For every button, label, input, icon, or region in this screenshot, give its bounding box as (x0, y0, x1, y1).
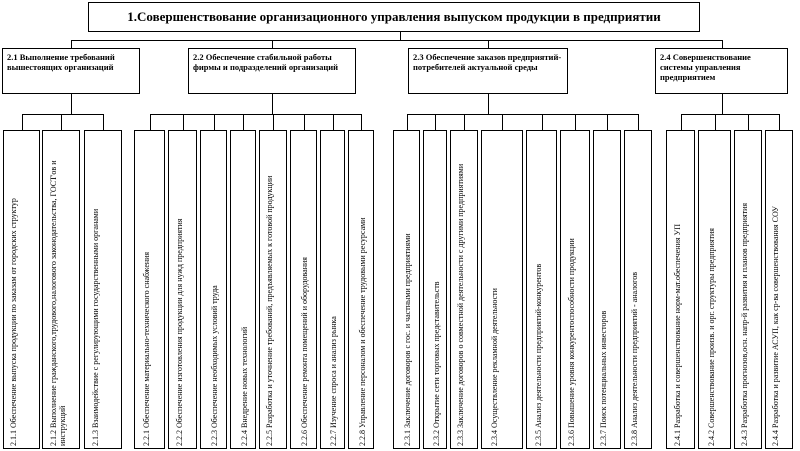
section-down-connector (71, 94, 72, 114)
diagram-title-box (88, 2, 700, 32)
section-label: 2.1 Выполнение требований вышестоящих организаций (7, 52, 115, 72)
leaf-connector (273, 114, 274, 130)
leaf-connector (150, 114, 151, 130)
item-label: 2.3.4 Осуществление рекламной деятельности (490, 288, 499, 446)
leaf-connector (361, 114, 362, 130)
leaf-bus-line (681, 114, 780, 115)
leaf-connector (22, 114, 23, 130)
item-label: 2.3.1 Заключение договоров с гос. и частными предприятиями (403, 233, 412, 446)
leaf-bus-line (407, 114, 639, 115)
item-box (481, 130, 523, 449)
section-connector (71, 40, 72, 48)
item-box (593, 130, 621, 449)
leaf-connector (748, 114, 749, 130)
leaf-connector (407, 114, 408, 130)
item-box (230, 130, 256, 449)
item-label: 2.2.1 Обеспечение материально-технического снабжения (142, 251, 151, 446)
item-label: 2.1.2 Выполнение гражданского,трудового,налогового законодательства, ГОСТ'ов и инструкций (49, 160, 67, 446)
item-box (393, 130, 420, 449)
leaf-connector (779, 114, 780, 130)
item-box (423, 130, 447, 449)
leaf-connector (103, 114, 104, 130)
item-box (42, 130, 80, 449)
leaf-connector (681, 114, 682, 130)
leaf-connector (607, 114, 608, 130)
item-label: 2.4.2 Совершенствование произв. и орг. структуры предприятия (707, 228, 716, 446)
item-label: 2.2.3 Обеспечение необходимых условий труда (210, 285, 219, 446)
leaf-connector (502, 114, 503, 130)
item-label: 2.3.2 Открытие сети торговых представительств (432, 281, 441, 446)
item-box (320, 130, 345, 449)
leaf-connector (435, 114, 436, 130)
item-box (734, 130, 762, 449)
item-label: 2.2.7 Изучение спроса и анализ рынка (329, 316, 338, 446)
item-label: 2.2.4 Внедрение новых технологий (240, 326, 249, 446)
item-label: 2.2.6 Обеспечение ремонта помещений и оборудования (300, 257, 309, 446)
item-box (450, 130, 478, 449)
item-box (200, 130, 227, 449)
leaf-connector (542, 114, 543, 130)
leaf-connector (333, 114, 334, 130)
leaf-bus-line (150, 114, 362, 115)
section-box (408, 48, 568, 94)
item-label: 2.3.8 Анализ деятельности предприятий - аналогов (630, 272, 639, 446)
item-label: 2.3.6 Повышение уровня конкурентоспособности продукции (567, 238, 576, 446)
item-label: 2.3.7 Поиск потенциальных инвесторов (599, 310, 608, 446)
item-label: 2.2.2 Обеспечение изготовления продукции для нужд предприятия (175, 218, 184, 446)
item-box (666, 130, 695, 449)
section-box (655, 48, 788, 94)
title-connector (400, 32, 401, 40)
section-box (2, 48, 140, 94)
section-connector (488, 40, 489, 48)
item-box (624, 130, 652, 449)
item-box (348, 130, 374, 449)
leaf-bus-line (22, 114, 104, 115)
item-box (765, 130, 793, 449)
item-label: 2.4.3 Разработка прогнозов,осн. напр-й развития и планов предприятия (740, 202, 749, 446)
item-box (290, 130, 317, 449)
leaf-connector (183, 114, 184, 130)
item-label: 2.2.8 Управление персоналом и обеспечение трудовыми ресурсами (358, 217, 367, 446)
item-box (134, 130, 165, 449)
section-bus-line (71, 40, 723, 41)
section-label: 2.3 Обеспечение заказов предприятий-потребителей актуальной среды (413, 52, 562, 72)
item-label: 2.1.3 Взаимодействие с регулирующими государственными органами (91, 208, 100, 446)
item-box (698, 130, 731, 449)
leaf-connector (464, 114, 465, 130)
item-box (560, 130, 590, 449)
leaf-connector (243, 114, 244, 130)
item-box (168, 130, 197, 449)
section-connector (722, 40, 723, 48)
section-label: 2.2 Обеспечение стабильной работы фирмы и подразделений организаций (193, 52, 339, 72)
leaf-connector (214, 114, 215, 130)
item-label: 2.3.5 Анализ деятельности предприятий-конкурентов (534, 263, 543, 446)
leaf-connector (638, 114, 639, 130)
leaf-connector (575, 114, 576, 130)
item-box (3, 130, 40, 449)
section-down-connector (272, 94, 273, 114)
item-label: 2.4.1 Разработка и совершенствование норм-мат.обеспечения УП (673, 224, 682, 446)
section-box (188, 48, 356, 94)
item-box (259, 130, 287, 449)
section-down-connector (722, 94, 723, 114)
item-label: 2.2.5 Разработка и уточнение требований, предъявляемых к готовой продукции (265, 175, 274, 446)
leaf-connector (715, 114, 716, 130)
item-label: 2.1.1 Обеспечение выпуска продукции по заказам от городских структур (9, 198, 18, 446)
item-box (526, 130, 557, 449)
leaf-connector (61, 114, 62, 130)
diagram-title: 1.Совершенствование организационного управления выпуском продукции в предприятии (127, 9, 661, 24)
item-box (84, 130, 122, 449)
section-connector (272, 40, 273, 48)
item-label: 2.3.3 Заключение договоров о совместной деятельности с другими предприятиями (456, 163, 465, 446)
item-label: 2.4.4 Разработка и развитие АСУП, как ср-ва совершенствования СОУ (771, 206, 780, 446)
section-label: 2.4 Совершенствование системы управления предприятием (660, 52, 751, 82)
leaf-connector (304, 114, 305, 130)
section-down-connector (488, 94, 489, 114)
